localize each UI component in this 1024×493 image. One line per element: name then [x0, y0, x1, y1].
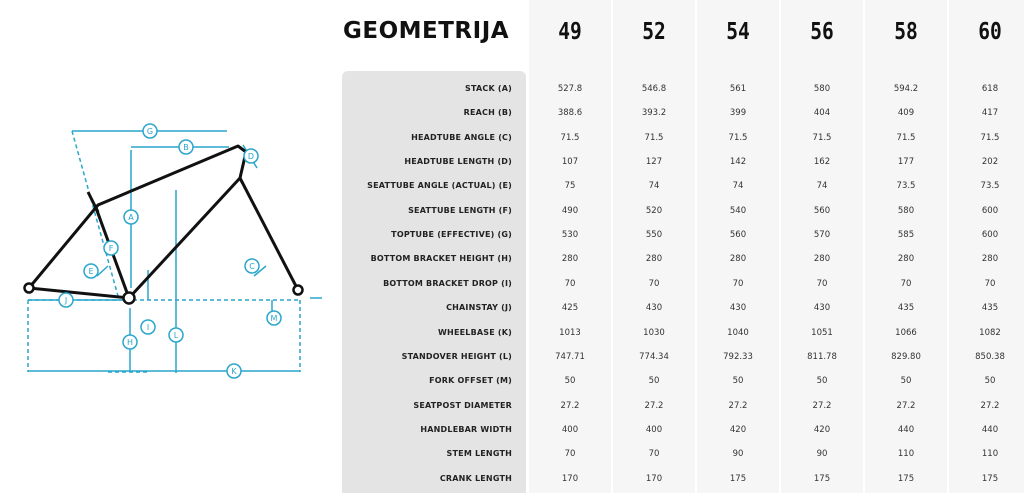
table-cell: 71.5 — [896, 132, 916, 143]
diagram-badge-d — [244, 149, 258, 163]
table-cell: 110 — [897, 449, 915, 460]
svg-text:E: E — [88, 267, 94, 276]
diagram-badge-j — [59, 293, 73, 307]
table-cell: 70 — [648, 449, 660, 460]
table-cell: 74 — [732, 181, 744, 192]
table-cell: 175 — [813, 473, 831, 484]
diagram-badge-m — [267, 311, 281, 325]
row-label: SEATPOST DIAMETER — [413, 400, 512, 410]
table-cell: 560 — [813, 205, 831, 216]
table-cell: 70 — [900, 278, 912, 289]
svg-text:I: I — [146, 323, 150, 332]
table-cell: 90 — [732, 449, 744, 460]
table-cell: 50 — [900, 376, 912, 387]
table-cell: 280 — [813, 254, 831, 265]
row-label: SEATTUBE LENGTH (F) — [408, 205, 512, 215]
table-cell: 520 — [645, 205, 663, 216]
svg-text:M: M — [270, 314, 278, 323]
svg-text:J: J — [64, 296, 68, 305]
table-cell: 71.5 — [980, 132, 1000, 143]
size-column-60 — [949, 0, 1024, 493]
table-cell: 71.5 — [812, 132, 832, 143]
size-header: 49 — [558, 19, 582, 45]
size-header: 54 — [726, 19, 750, 45]
row-label: CRANK LENGTH — [439, 473, 512, 483]
table-cell: 280 — [981, 254, 999, 265]
table-cell: 74 — [816, 181, 828, 192]
table-cell: 600 — [981, 205, 999, 216]
table-cell: 388.6 — [557, 108, 583, 119]
table-cell: 430 — [813, 303, 831, 314]
size-header: 52 — [642, 19, 666, 45]
table-cell: 27.2 — [560, 400, 580, 411]
page-title: GEOMETRIJA — [343, 18, 510, 44]
row-label: BOTTOM BRACKET HEIGHT (H) — [370, 254, 512, 264]
table-cell: 1066 — [895, 327, 917, 338]
table-cell: 1030 — [643, 327, 665, 338]
diagram-badge-a — [124, 210, 138, 224]
table-cell: 600 — [981, 230, 999, 241]
table-cell: 175 — [897, 473, 915, 484]
table-cell: 280 — [897, 254, 915, 265]
svg-text:K: K — [231, 367, 237, 376]
row-label: SEATTUBE ANGLE (ACTUAL) (E) — [367, 181, 512, 191]
table-cell: 420 — [729, 424, 747, 435]
diagram-badge-h — [123, 335, 137, 349]
table-cell: 440 — [981, 424, 999, 435]
table-cell: 747.71 — [555, 351, 585, 362]
row-label: CHAINSTAY (J) — [446, 303, 512, 313]
diagram-badge-i — [141, 320, 155, 334]
table-cell: 404 — [813, 108, 831, 119]
table-cell: 546.8 — [641, 84, 667, 94]
table-cell: 425 — [561, 303, 579, 314]
row-label: REACH (B) — [463, 108, 512, 118]
table-cell: 1040 — [727, 327, 749, 338]
table-cell: 27.2 — [896, 400, 916, 411]
table-cell: 50 — [648, 376, 660, 387]
table-cell: 435 — [897, 303, 915, 314]
row-label: TOPTUBE (EFFECTIVE) (G) — [391, 230, 512, 240]
table-cell: 580 — [897, 205, 915, 216]
table-cell: 792.33 — [723, 351, 753, 362]
table-cell: 74 — [648, 181, 660, 192]
size-column-56 — [781, 0, 863, 493]
bottom-bracket — [124, 293, 135, 304]
table-cell: 435 — [981, 303, 999, 314]
table-cell: 27.2 — [644, 400, 664, 411]
table-cell: 175 — [729, 473, 747, 484]
table-cell: 70 — [732, 278, 744, 289]
diagram-badge-b — [179, 140, 193, 154]
size-header: 60 — [978, 19, 1002, 45]
table-cell: 71.5 — [728, 132, 748, 143]
table-cell: 280 — [645, 254, 663, 265]
table-cell: 110 — [981, 449, 999, 460]
table-cell: 618 — [981, 84, 999, 94]
table-cell: 829.80 — [891, 351, 921, 362]
table-cell: 430 — [645, 303, 663, 314]
table-cell: 71.5 — [644, 132, 664, 143]
table-cell: 561 — [729, 84, 747, 94]
table-cell: 1013 — [559, 327, 581, 338]
table-cell: 440 — [897, 424, 915, 435]
table-cell: 280 — [729, 254, 747, 265]
table-cell: 527.8 — [557, 84, 583, 94]
table-cell: 73.5 — [980, 181, 1000, 192]
svg-text:A: A — [128, 213, 134, 222]
svg-text:D: D — [247, 152, 255, 161]
table-cell: 50 — [564, 376, 576, 387]
table-cell: 409 — [897, 108, 915, 119]
row-label: STANDOVER HEIGHT (L) — [401, 351, 512, 361]
table-cell: 70 — [816, 278, 828, 289]
table-cell: 90 — [816, 449, 828, 460]
frame-geometry-diagram — [0, 0, 340, 493]
svg-text:L: L — [173, 331, 179, 340]
table-cell: 27.2 — [980, 400, 1000, 411]
table-cell: 71.5 — [560, 132, 580, 143]
table-cell: 170 — [561, 473, 579, 484]
table-cell: 594.2 — [893, 84, 919, 94]
table-cell: 550 — [645, 230, 663, 241]
table-cell: 127 — [645, 157, 663, 168]
table-cell: 560 — [729, 230, 747, 241]
diagram-badge-l — [169, 328, 183, 342]
table-cell: 70 — [648, 278, 660, 289]
table-cell: 70 — [564, 449, 576, 460]
diagram-badge-f — [104, 241, 118, 255]
row-label: FORK OFFSET (M) — [429, 376, 512, 386]
row-label: STACK (A) — [465, 84, 512, 93]
table-cell: 850.38 — [975, 351, 1005, 362]
table-cell: 400 — [561, 424, 579, 435]
front-axle — [294, 286, 303, 295]
table-cell: 202 — [981, 157, 999, 168]
table-cell: 170 — [645, 473, 663, 484]
table-cell: 490 — [561, 205, 579, 216]
table-cell: 420 — [813, 424, 831, 435]
table-cell: 417 — [981, 108, 999, 119]
table-cell: 530 — [561, 230, 579, 241]
table-cell: 75 — [564, 181, 576, 192]
row-label: HANDLEBAR WIDTH — [420, 424, 512, 434]
table-cell: 27.2 — [812, 400, 832, 411]
row-label: STEM LENGTH — [446, 449, 512, 459]
table-cell: 70 — [564, 278, 576, 289]
size-column-54 — [697, 0, 779, 493]
row-label: HEADTUBE ANGLE (C) — [411, 132, 512, 142]
svg-text:C: C — [249, 262, 255, 271]
size-header: 56 — [810, 19, 834, 45]
row-label: WHEELBASE (K) — [438, 327, 512, 337]
diagram-badge-c — [245, 259, 259, 273]
table-cell: 280 — [561, 254, 579, 265]
table-cell: 1051 — [811, 327, 833, 338]
diagram-badge-e — [84, 264, 98, 278]
table-cell: 162 — [813, 157, 831, 168]
table-cell: 27.2 — [728, 400, 748, 411]
size-column-58 — [865, 0, 947, 493]
table-cell: 580 — [813, 84, 831, 94]
size-column-52 — [613, 0, 695, 493]
size-column-49 — [529, 0, 611, 493]
table-cell: 774.34 — [639, 351, 669, 362]
diagram-badge-g — [143, 124, 157, 138]
table-cell: 142 — [729, 157, 747, 168]
bike-frame — [29, 146, 298, 298]
table-cell: 50 — [984, 376, 996, 387]
table-cell: 393.2 — [641, 108, 667, 119]
row-label: BOTTOM BRACKET DROP (I) — [383, 278, 512, 288]
table-cell: 50 — [732, 376, 744, 387]
svg-text:G: G — [146, 127, 154, 136]
row-label: HEADTUBE LENGTH (D) — [404, 157, 512, 167]
table-cell: 175 — [981, 473, 999, 484]
table-cell: 1082 — [979, 327, 1001, 338]
table-cell: 177 — [897, 157, 915, 168]
diagram-badge-k — [227, 364, 241, 378]
table-cell: 430 — [729, 303, 747, 314]
rear-axle — [25, 284, 34, 293]
svg-text:B: B — [183, 143, 189, 152]
size-header: 58 — [894, 19, 918, 45]
svg-text:F: F — [108, 244, 114, 253]
table-cell: 540 — [729, 205, 747, 216]
table-cell: 585 — [897, 230, 915, 241]
table-cell: 73.5 — [896, 181, 916, 192]
svg-text:H: H — [126, 338, 134, 347]
table-cell: 107 — [561, 157, 579, 168]
table-cell: 70 — [984, 278, 996, 289]
table-cell: 811.78 — [807, 351, 837, 362]
table-cell: 50 — [816, 376, 828, 387]
table-cell: 570 — [813, 230, 831, 241]
table-cell: 400 — [645, 424, 663, 435]
table-cell: 399 — [729, 108, 747, 119]
